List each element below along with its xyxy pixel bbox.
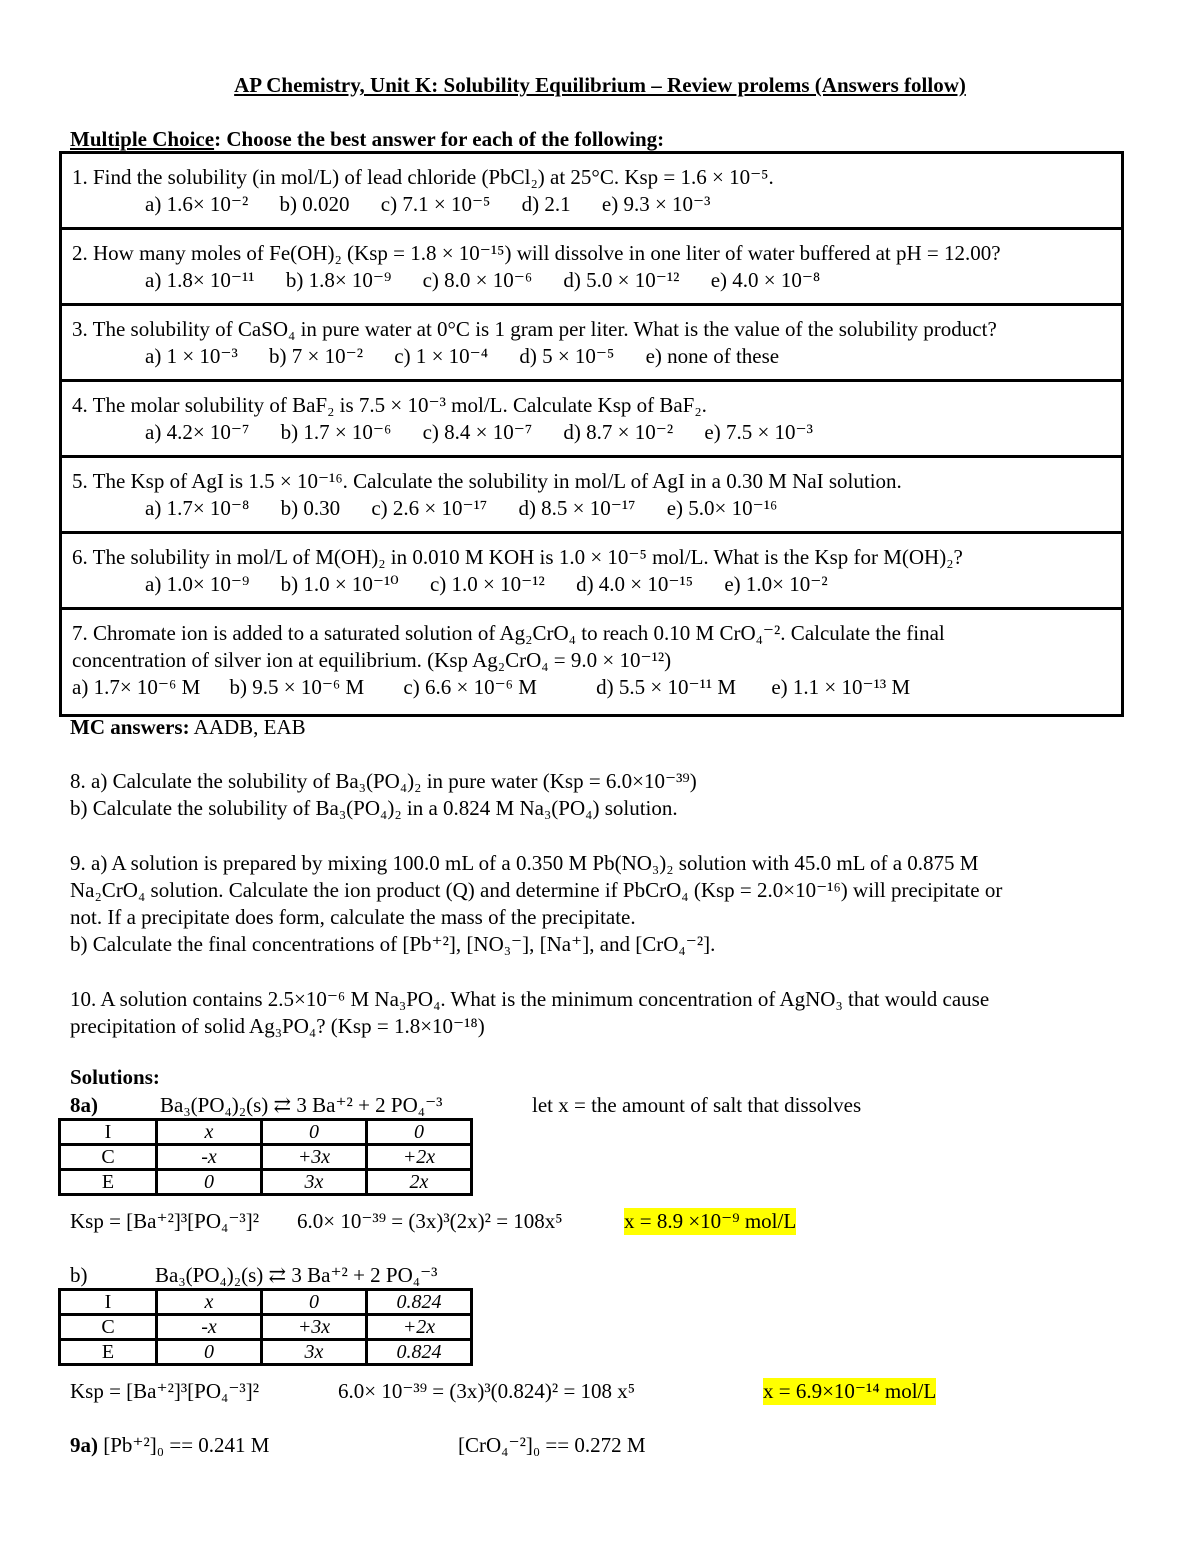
table-cell: +3x xyxy=(262,1145,367,1170)
option-b: b) 0.020 xyxy=(279,192,350,216)
question-8a: 8. a) Calculate the solubility of Ba₃(PO₄)₂ in pure water (Ksp = 6.0×10⁻³⁹) xyxy=(70,769,697,793)
option-c: c) 6.6 × 10⁻⁶ M xyxy=(403,675,537,699)
question-stem-line-1: 7. Chromate ion is added to a saturated solution of Ag₂CrO₄ to reach 0.10 M CrO₄⁻². Calculate the final xyxy=(72,621,945,645)
option-c: c) 8.4 × 10⁻⁷ xyxy=(422,420,533,444)
mc-heading-text: : Choose the best answer for each of the following: xyxy=(214,127,665,151)
table-row xyxy=(60,1315,472,1340)
question-7 xyxy=(62,610,1121,714)
solution-8a-ksp-expression: Ksp = [Ba⁺²]³[PO₄⁻³]² xyxy=(70,1209,259,1233)
option-e: e) none of these xyxy=(645,344,780,368)
table-cell: I xyxy=(60,1120,157,1145)
table-cell: 3x xyxy=(262,1340,367,1365)
question-options xyxy=(72,571,1111,598)
table-cell: E xyxy=(60,1340,157,1365)
table-cell: x xyxy=(157,1290,262,1315)
option-d: d) 2.1 xyxy=(521,192,571,216)
solution-8b-answer: x = 6.9×10⁻¹⁴ mol/L xyxy=(763,1379,937,1403)
table-cell: C xyxy=(60,1145,157,1170)
mc-answers-value: AADB, EAB xyxy=(189,715,306,739)
table-cell: +2x xyxy=(367,1145,472,1170)
question-6 xyxy=(62,534,1121,610)
table-row xyxy=(60,1290,472,1315)
question-2 xyxy=(62,230,1121,306)
option-d: d) 4.0 × 10⁻¹⁵ xyxy=(576,572,694,596)
table-row xyxy=(60,1145,472,1170)
table-cell: +2x xyxy=(367,1315,472,1340)
question-5 xyxy=(62,458,1121,534)
solution-9a-cro4: [CrO₄⁻²]₀ == 0.272 M xyxy=(458,1433,646,1457)
question-4 xyxy=(62,382,1121,458)
question-9-line-3: not. If a precipitate does form, calculate the mass of the precipitate. xyxy=(70,905,636,929)
question-stem: 4. The molar solubility of BaF₂ is 7.5 × 10⁻³ mol/L. Calculate Ksp of BaF₂. xyxy=(72,393,707,417)
option-d: d) 5.0 × 10⁻¹² xyxy=(563,268,680,292)
solution-9a xyxy=(70,1432,269,1459)
mc-answers-label: MC answers: xyxy=(70,715,190,739)
option-a: a) 1.7× 10⁻⁶ M xyxy=(72,675,201,699)
question-10-line-2: precipitation of solid Ag₃PO₄? (Ksp = 1.8×10⁻¹⁸) xyxy=(70,1014,485,1038)
question-3 xyxy=(62,306,1121,382)
option-d: d) 8.7 × 10⁻² xyxy=(563,420,674,444)
question-1 xyxy=(62,154,1121,230)
table-cell: E xyxy=(60,1170,157,1195)
option-e: e) 1.1 × 10⁻¹³ M xyxy=(771,675,911,699)
question-options xyxy=(72,674,1111,701)
option-d: d) 5 × 10⁻⁵ xyxy=(519,344,615,368)
table-cell: C xyxy=(60,1315,157,1340)
option-a: a) 1.6× 10⁻² xyxy=(145,192,249,216)
solution-8b-calculation: 6.0× 10⁻³⁹ = (3x)³(0.824)² = 108 x⁵ xyxy=(338,1379,636,1403)
question-options xyxy=(72,267,1111,294)
solution-8a-reaction: Ba₃(PO₄)₂(s) ⇄ 3 Ba⁺² + 2 PO₄⁻³ xyxy=(160,1093,443,1117)
solution-8b-ksp-expression: Ksp = [Ba⁺²]³[PO₄⁻³]² xyxy=(70,1379,259,1403)
option-d: d) 8.5 × 10⁻¹⁷ xyxy=(518,496,636,520)
table-row xyxy=(60,1120,472,1145)
question-8b: b) Calculate the solubility of Ba₃(PO₄)₂ in a 0.824 M Na₃(PO₄) solution. xyxy=(70,796,678,820)
ice-table-8a xyxy=(58,1118,473,1196)
page-title: AP Chemistry, Unit K: Solubility Equilibrium – Review prolems (Answers follow) xyxy=(234,73,966,97)
table-cell: -x xyxy=(157,1315,262,1340)
table-cell: 0 xyxy=(157,1170,262,1195)
solution-9a-pb: [Pb⁺²]₀ == 0.241 M xyxy=(98,1433,270,1457)
table-cell: x xyxy=(157,1120,262,1145)
option-b: b) 9.5 × 10⁻⁶ M xyxy=(229,675,365,699)
option-a: a) 4.2× 10⁻⁷ xyxy=(145,420,250,444)
option-d: d) 5.5 × 10⁻¹¹ M xyxy=(596,675,737,699)
question-options xyxy=(72,343,1111,370)
solution-8a-note: let x = the amount of salt that dissolves xyxy=(532,1093,862,1117)
question-options xyxy=(72,419,1111,446)
multiple-choice-box xyxy=(59,151,1124,717)
option-a: a) 1.0× 10⁻⁹ xyxy=(145,572,250,596)
table-row xyxy=(60,1170,472,1195)
question-stem: 6. The solubility in mol/L of M(OH)₂ in 0.010 M KOH is 1.0 × 10⁻⁵ mol/L. What is the Ksp for M(OH)₂? xyxy=(72,545,963,569)
question-options xyxy=(72,191,1111,218)
option-a: a) 1 × 10⁻³ xyxy=(145,344,238,368)
table-cell: 0.824 xyxy=(367,1290,472,1315)
option-e: e) 7.5 × 10⁻³ xyxy=(704,420,813,444)
table-cell: 0 xyxy=(262,1290,367,1315)
option-a: a) 1.7× 10⁻⁸ xyxy=(145,496,250,520)
option-e: e) 1.0× 10⁻² xyxy=(724,572,828,596)
option-e: e) 4.0 × 10⁻⁸ xyxy=(710,268,821,292)
table-cell: +3x xyxy=(262,1315,367,1340)
table-cell: 3x xyxy=(262,1170,367,1195)
option-b: b) 1.8× 10⁻⁹ xyxy=(285,268,392,292)
question-9-line-1: 9. a) A solution is prepared by mixing 100.0 mL of a 0.350 M Pb(NO₃)₂ solution with 45.0 mL of a 0.875 M xyxy=(70,851,979,875)
option-b: b) 0.30 xyxy=(280,496,341,520)
option-b: b) 1.7 × 10⁻⁶ xyxy=(280,420,392,444)
question-stem: 2. How many moles of Fe(OH)₂ (Ksp = 1.8 × 10⁻¹⁵) will dissolve in one liter of water buffered at pH = 12.00? xyxy=(72,241,1001,265)
solution-8a-label: 8a) xyxy=(70,1093,98,1117)
option-e: e) 9.3 × 10⁻³ xyxy=(601,192,711,216)
table-cell: 2x xyxy=(367,1170,472,1195)
question-stem: 1. Find the solubility (in mol/L) of lead chloride (PbCl₂) at 25°C. Ksp = 1.6 × 10⁻⁵. xyxy=(72,165,774,189)
question-9b: b) Calculate the final concentrations of [Pb⁺²], [NO₃⁻], [Na⁺], and [CrO₄⁻²]. xyxy=(70,932,716,956)
option-a: a) 1.8× 10⁻¹¹ xyxy=(145,268,255,292)
solution-8a-answer: x = 8.9 ×10⁻⁹ mol/L xyxy=(624,1209,797,1233)
question-10-line-1: 10. A solution contains 2.5×10⁻⁶ M Na₃PO₄. What is the minimum concentration of AgNO₃ that would cause xyxy=(70,987,990,1011)
option-b: b) 7 × 10⁻² xyxy=(269,344,364,368)
question-options xyxy=(72,495,1111,522)
table-cell: -x xyxy=(157,1145,262,1170)
solution-8b-reaction: Ba₃(PO₄)₂(s) ⇄ 3 Ba⁺² + 2 PO₄⁻³ xyxy=(155,1263,438,1287)
option-c: c) 7.1 × 10⁻⁵ xyxy=(380,192,491,216)
question-stem-line-2: concentration of silver ion at equilibrium. (Ksp Ag₂CrO₄ = 9.0 × 10⁻¹²) xyxy=(72,648,672,672)
question-9-line-2: Na₂CrO₄ solution. Calculate the ion product (Q) and determine if PbCrO₄ (Ksp = 2.0×10⁻¹⁶) will precipitate or xyxy=(70,878,1003,902)
option-b: b) 1.0 × 10⁻¹⁰ xyxy=(280,572,399,596)
table-cell: I xyxy=(60,1290,157,1315)
option-c: c) 2.6 × 10⁻¹⁷ xyxy=(371,496,488,520)
option-c: c) 1.0 × 10⁻¹² xyxy=(429,572,545,596)
option-e: e) 5.0× 10⁻¹⁶ xyxy=(666,496,778,520)
table-cell: 0 xyxy=(367,1120,472,1145)
solution-8a-calculation: 6.0× 10⁻³⁹ = (3x)³(2x)² = 108x⁵ xyxy=(297,1209,563,1233)
solution-8b-label: b) xyxy=(70,1263,88,1287)
table-cell: 0.824 xyxy=(367,1340,472,1365)
table-cell: 0 xyxy=(262,1120,367,1145)
solution-9a-label: 9a) xyxy=(70,1433,98,1457)
table-cell: 0 xyxy=(157,1340,262,1365)
option-c: c) 8.0 × 10⁻⁶ xyxy=(422,268,533,292)
question-stem: 5. The Ksp of AgI is 1.5 × 10⁻¹⁶. Calculate the solubility in mol/L of AgI in a 0.30 M NaI solution. xyxy=(72,469,902,493)
solutions-heading: Solutions: xyxy=(70,1065,160,1089)
mc-answers xyxy=(70,714,306,741)
option-c: c) 1 × 10⁻⁴ xyxy=(394,344,489,368)
table-row xyxy=(60,1340,472,1365)
mc-heading xyxy=(70,126,664,153)
mc-heading-label: Multiple Choice xyxy=(70,127,215,151)
ice-table-8b xyxy=(58,1288,473,1366)
question-stem: 3. The solubility of CaSO₄ in pure water at 0°C is 1 gram per liter. What is the value of the solubility product? xyxy=(72,317,997,341)
